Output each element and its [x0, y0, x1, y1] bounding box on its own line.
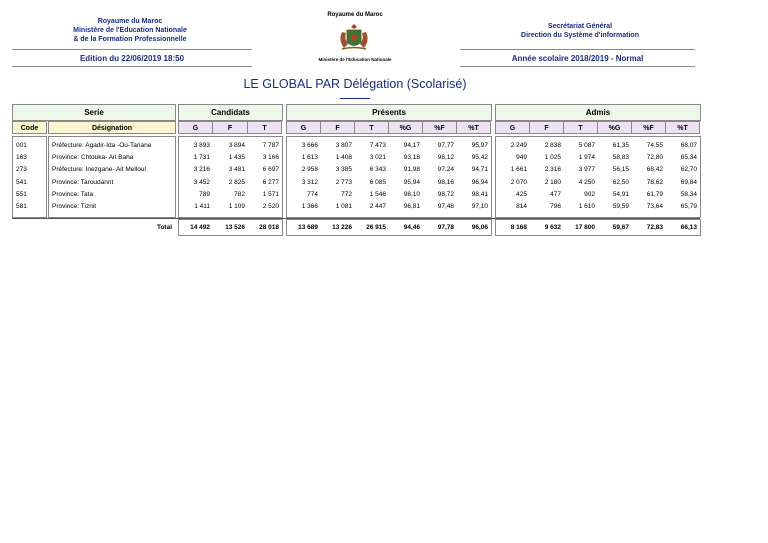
row-candidats-value: 2 825: [228, 178, 245, 186]
morocco-coat-of-arms-icon: [334, 22, 374, 52]
row-presents-value: 98,41: [471, 190, 488, 198]
row-admis-value: 477: [550, 190, 561, 198]
row-presents-value: 3 312: [301, 178, 318, 186]
total-candidats-value: 14 492: [190, 224, 210, 231]
header-left-line-1: Royaume du Maroc: [97, 18, 163, 25]
total-label: Total: [156, 224, 172, 231]
column-header-admis: T: [563, 121, 598, 134]
row-admis-value: 69,84: [680, 178, 697, 186]
row-admis-value: 5 087: [578, 142, 595, 149]
row-admis-value: 74,55: [646, 142, 663, 149]
total-presents-value: 13 689: [298, 224, 318, 231]
divider: [12, 49, 252, 50]
row-designation: Préfecture: Inezgane- Ait Melloul: [52, 166, 146, 174]
row-presents-value: 1 613: [301, 154, 318, 162]
row-candidats-value: 782: [234, 190, 245, 198]
row-admis-value: 1 974: [578, 154, 595, 162]
row-admis-value: 2 838: [544, 142, 561, 149]
row-presents-value: 1 546: [369, 190, 386, 198]
row-designation: Province: Chtouka- Ait Baha: [52, 154, 134, 162]
total-admis-value: 72,83: [646, 224, 663, 231]
group-header-presents: Présents: [286, 104, 492, 121]
row-admis-value: 62,50: [612, 178, 629, 186]
row-admis-value: 4 250: [578, 178, 595, 186]
row-code: 551: [16, 190, 27, 198]
row-candidats-value: 1 571: [262, 190, 279, 198]
row-presents-value: 91,98: [403, 166, 420, 174]
column-header-admis: F: [529, 121, 564, 134]
row-designation: Préfecture: Agadir-Ida -Ou-Tanane: [52, 142, 152, 149]
row-admis-value: 58,34: [680, 190, 697, 198]
row-presents-value: 93,18: [403, 154, 420, 162]
row-designation: Province: Taroudannt: [52, 178, 114, 186]
row-candidats-value: 1 435: [228, 154, 245, 162]
row-admis-value: 2 249: [510, 142, 527, 149]
row-admis-value: 61,79: [646, 190, 663, 198]
total-candidats-value: 28 018: [259, 224, 279, 231]
header-left: [55, 17, 205, 44]
row-admis-value: 65,79: [680, 203, 697, 210]
column-header-presents: F: [320, 121, 355, 134]
column-header-admis: G: [495, 121, 530, 134]
row-presents-value: 1 408: [335, 154, 352, 162]
row-designation: Province: Tata: [52, 190, 94, 198]
row-admis-value: 3 977: [578, 166, 595, 174]
row-admis-value: 68,07: [680, 142, 697, 149]
row-presents-value: 97,24: [437, 166, 454, 174]
column-header-designation: Désignation: [48, 121, 176, 134]
row-admis-value: 1 610: [578, 203, 595, 210]
row-candidats-value: 3 893: [193, 142, 210, 149]
row-presents-value: 2 447: [369, 203, 386, 210]
row-presents-value: 96,94: [471, 178, 488, 186]
row-admis-value: 58,83: [612, 154, 629, 162]
total-candidats-value: 13 526: [225, 224, 245, 231]
row-candidats-value: 6 697: [262, 166, 279, 174]
row-admis-value: 54,91: [612, 190, 629, 198]
total-presents-value: 96,06: [471, 224, 488, 231]
row-admis-value: 425: [516, 190, 527, 198]
total-admis-value: 9 632: [544, 224, 561, 231]
row-presents-value: 7 473: [369, 142, 386, 149]
page-title: LE GLOBAL PAR Délégation (Scolarisé): [243, 77, 467, 91]
row-candidats-value: 6 277: [262, 178, 279, 186]
row-presents-value: 774: [307, 190, 318, 198]
total-admis-value: 17 800: [575, 224, 595, 231]
row-admis-value: 2 316: [544, 166, 561, 174]
header-center-ministere: Ministère de l'Education Nationale: [318, 57, 392, 62]
header-left-line-3: & de la Formation Professionnelle: [73, 36, 187, 43]
row-presents-value: 3 385: [335, 166, 352, 174]
row-presents-value: 3 666: [301, 142, 318, 149]
row-admis-value: 949: [516, 154, 527, 162]
row-candidats-value: 1 109: [228, 203, 245, 210]
header-center-title: Royaume du Maroc: [327, 12, 383, 18]
row-presents-value: 96,81: [403, 203, 420, 210]
group-header-candidats: Candidats: [178, 104, 283, 121]
column-header-presents: %G: [388, 121, 423, 134]
group-header-serie: Serie: [12, 104, 176, 121]
header-left-line-2: Ministère de l'Education Nationale: [73, 27, 187, 34]
column-header-code: Code: [12, 121, 47, 134]
divider: [460, 49, 695, 50]
divider: [12, 66, 252, 67]
row-presents-value: 94,71: [471, 166, 488, 174]
header-right-line-1: Secrétariat Général: [547, 23, 613, 30]
row-presents-value: 97,77: [437, 142, 454, 149]
column-header-presents: G: [286, 121, 321, 134]
total-divider: [12, 218, 700, 219]
row-admis-value: 68,42: [646, 166, 663, 174]
row-designation: Province: Tiznit: [52, 203, 97, 210]
column-header-presents: T: [354, 121, 389, 134]
row-admis-value: 78,62: [646, 178, 663, 186]
column-header-candidats: F: [212, 121, 248, 134]
row-admis-value: 902: [584, 190, 595, 198]
total-admis-value: 59,67: [612, 224, 629, 231]
row-presents-value: 6 085: [369, 178, 386, 186]
row-presents-value: 1 081: [335, 203, 352, 210]
row-admis-value: 59,59: [612, 203, 629, 210]
column-header-admis: %G: [597, 121, 632, 134]
title-underline: [340, 98, 370, 99]
total-presents-value: 94,46: [403, 224, 420, 231]
row-code: 001: [16, 142, 27, 149]
column-header-admis: %F: [631, 121, 666, 134]
row-presents-value: 2 773: [335, 178, 352, 186]
edition-date: Edition du 22/06/2019 18:50: [79, 54, 185, 63]
row-presents-value: 97,10: [471, 203, 488, 210]
row-presents-value: 97,48: [437, 203, 454, 210]
row-presents-value: 3 807: [335, 142, 352, 149]
row-presents-value: 6 343: [369, 166, 386, 174]
column-header-admis: %T: [665, 121, 700, 134]
row-candidats-value: 3 452: [193, 178, 210, 186]
row-admis-value: 2 180: [544, 178, 561, 186]
total-presents-value: 97,78: [437, 224, 454, 231]
row-code: 273: [16, 166, 27, 174]
row-candidats-value: 1 731: [193, 154, 210, 162]
header-right: [495, 22, 665, 40]
row-code: 163: [16, 154, 27, 162]
row-presents-value: 95,42: [471, 154, 488, 162]
row-candidats-value: 2 520: [262, 203, 279, 210]
row-presents-value: 98,10: [403, 190, 420, 198]
row-admis-value: 62,70: [680, 166, 697, 174]
row-presents-value: 2 958: [301, 166, 318, 174]
row-presents-value: 95,97: [471, 142, 488, 149]
row-admis-value: 2 070: [510, 178, 527, 186]
row-presents-value: 94,17: [403, 142, 420, 149]
row-presents-value: 772: [341, 190, 352, 198]
row-candidats-value: 789: [199, 190, 210, 198]
row-code: 581: [16, 203, 27, 210]
row-admis-value: 72,80: [646, 154, 663, 162]
row-admis-value: 56,15: [612, 166, 629, 174]
row-code: 541: [16, 178, 27, 186]
row-candidats-value: 7 787: [262, 142, 279, 149]
row-candidats-value: 1 411: [194, 203, 210, 210]
total-admis-value: 66,13: [680, 224, 697, 231]
row-candidats-value: 3 166: [262, 154, 279, 162]
row-candidats-value: 3 894: [228, 142, 245, 149]
header-right-line-2: Direction du Système d'information: [521, 32, 639, 39]
row-admis-value: 65,34: [680, 154, 697, 162]
row-admis-value: 1 025: [544, 154, 561, 162]
column-header-candidats: T: [247, 121, 282, 134]
row-presents-value: 98,72: [437, 190, 454, 198]
column-header-presents: %T: [456, 121, 491, 134]
row-presents-value: 95,94: [403, 178, 420, 186]
row-presents-value: 1 366: [301, 203, 318, 210]
group-header-admis: Admis: [495, 104, 701, 121]
annee-scolaire: Année scolaire 2018/2019 - Normal: [511, 54, 644, 63]
row-presents-value: 98,16: [437, 178, 454, 186]
row-candidats-value: 3 216: [193, 166, 210, 174]
divider: [460, 66, 695, 67]
column-header-candidats: G: [178, 121, 213, 134]
row-admis-value: 796: [550, 203, 561, 210]
column-header-presents: %F: [422, 121, 457, 134]
row-admis-value: 73,64: [646, 203, 663, 210]
row-candidats-value: 3 481: [228, 166, 245, 174]
row-presents-value: 3 021: [369, 154, 386, 162]
total-presents-value: 13 226: [332, 224, 352, 231]
row-admis-value: 61,35: [612, 142, 629, 149]
row-admis-value: 814: [516, 203, 527, 210]
row-admis-value: 1 661: [510, 166, 527, 174]
total-presents-value: 26 915: [366, 224, 386, 231]
total-admis-value: 8 168: [510, 224, 527, 231]
row-presents-value: 98,12: [437, 154, 454, 162]
